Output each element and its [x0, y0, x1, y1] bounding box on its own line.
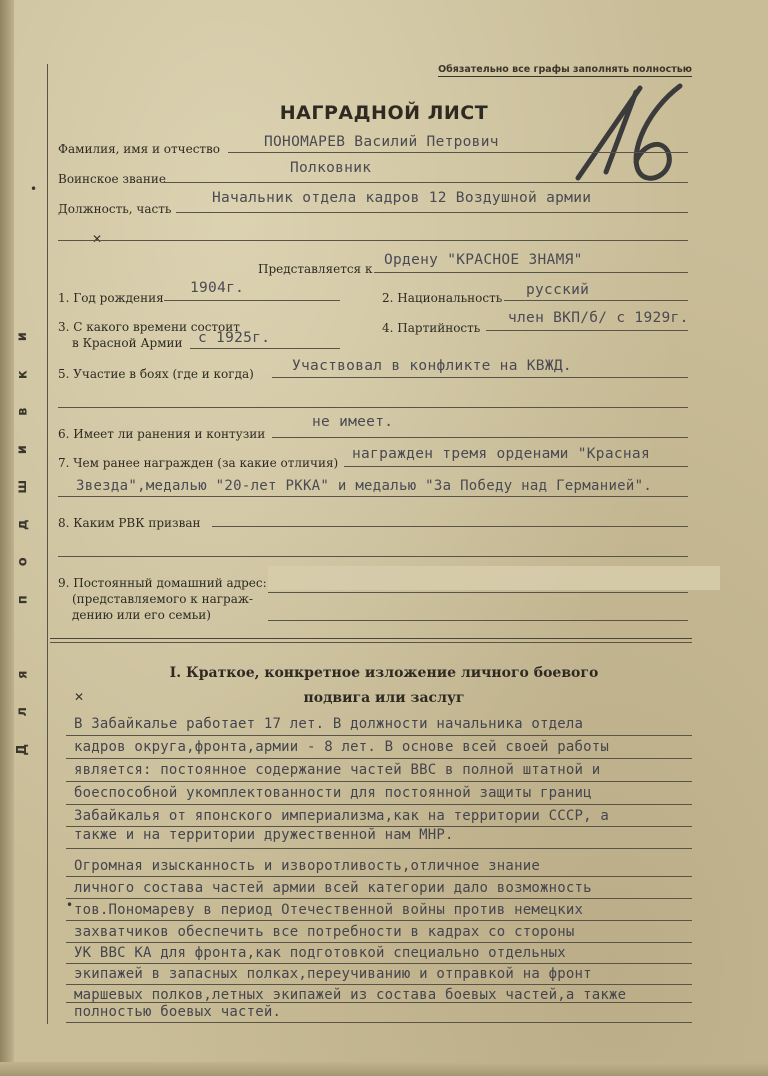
redacted-address — [268, 566, 720, 590]
margin-dot: • — [30, 182, 38, 196]
award-label: Представляется к — [258, 262, 373, 276]
rvk-underline — [212, 526, 688, 527]
side-letter: л — [15, 706, 31, 717]
ruled-line — [66, 826, 692, 827]
side-letter: в — [15, 407, 31, 416]
fill-all-fields-notice: Обязательно все графы заполнять полностью — [438, 64, 692, 75]
section-divider — [50, 638, 692, 639]
narrative-line: тов.Пономареву в период Отечественной войны против немецких — [74, 902, 584, 918]
section-title-line-2: подвига или заслуг — [303, 690, 465, 706]
ruled-line — [66, 781, 692, 782]
side-letter: к — [15, 369, 31, 379]
address-label-3: дению или его семьи) — [72, 608, 211, 622]
award-underline — [374, 272, 688, 273]
birth-year-underline — [164, 300, 340, 301]
address-underline — [268, 592, 688, 593]
side-letter: и — [15, 444, 31, 454]
side-letter: я — [15, 670, 31, 679]
party-value: член ВКП/б/ с 1929г. — [508, 310, 689, 326]
position-underline — [176, 212, 688, 213]
battles-label: 5. Участие в боях (где и когда) — [58, 367, 254, 381]
ruled-line — [66, 848, 692, 849]
prev-awards-underline-2 — [58, 496, 688, 497]
rank-label: Воинское звание — [58, 172, 166, 186]
narrative-line: УК ВВС КА для фронта,как подготовкой специально отдельных — [74, 945, 566, 961]
side-letter: о — [15, 557, 31, 567]
ruled-line — [66, 963, 692, 964]
position-label: Должность, часть — [58, 202, 172, 216]
army-since-underline — [190, 348, 340, 349]
battles-value: Участвовал в конфликте на КВЖД. — [292, 358, 572, 374]
army-since-label: 3. С какого времени состоит — [58, 320, 240, 334]
name-underline — [228, 152, 688, 153]
side-letter: и — [15, 332, 31, 342]
birth-year-value: 1904г. — [190, 280, 245, 296]
position-value: Начальник отдела кадров 12 Воздушной армии — [212, 190, 592, 206]
ruled-line — [66, 758, 692, 759]
ruled-line — [66, 942, 692, 943]
margin-cross: ✕ — [92, 232, 103, 246]
page-bottom-edge — [0, 1062, 768, 1076]
narrative-line: полностью боевых частей. — [74, 1004, 282, 1020]
ruled-line — [66, 804, 692, 805]
narrative-line: также и на территории дружественной нам МНР. — [74, 827, 454, 843]
ruled-line — [66, 1002, 692, 1003]
page-left-edge — [0, 0, 14, 1076]
name-label: Фамилия, имя и отчество — [58, 142, 221, 156]
handwritten-number-mark — [548, 70, 698, 200]
prev-awards-underline — [344, 466, 688, 467]
rvk-label: 8. Каким РВК призван — [58, 516, 201, 530]
prev-awards-label: 7. Чем ранее награжден (за какие отличия) — [58, 456, 339, 470]
battles-underline-2 — [58, 407, 688, 408]
nationality-value: русский — [526, 282, 590, 298]
side-letter: Д — [15, 743, 31, 756]
army-since-label-2: в Красной Армии — [72, 336, 183, 350]
army-since-value: с 1925г. — [198, 330, 271, 346]
narrative-line: кадров округа,фронта,армии - 8 лет. В основе всей своей работы — [74, 739, 609, 755]
rvk-underline-2 — [58, 556, 688, 557]
name-value: ПОНОМАРЕВ Василий Петрович — [264, 134, 499, 150]
nationality-underline — [504, 300, 688, 301]
address-label-2: (представляемого к награж- — [72, 592, 253, 606]
margin-cross: ✕ — [74, 690, 85, 704]
narrative-line: экипажей в запасных полках,переучиванию и отправкой на фронт — [74, 966, 592, 982]
battles-underline — [272, 377, 688, 378]
narrative-line: Забайкалья от японского империализма,как на территории СССР, а — [74, 808, 609, 824]
party-underline — [486, 330, 688, 331]
section-divider-2 — [50, 642, 692, 643]
ruled-line — [66, 984, 692, 985]
prev-awards-value-1: награжден тремя орденами "Красная — [352, 446, 650, 462]
side-letter: ш — [15, 479, 31, 494]
ruled-line — [66, 876, 692, 877]
document-title: НАГРАДНОЙ ЛИСТ — [279, 102, 489, 124]
narrative-line: В Забайкалье работает 17 лет. В должности начальника отдела — [74, 716, 584, 732]
ruled-line — [66, 735, 692, 736]
position-underline-2 — [58, 240, 688, 241]
section-title-line-1: I. Краткое, конкретное изложение личного боевого — [169, 665, 599, 681]
party-label: 4. Партийность — [382, 321, 481, 335]
margin-rule — [47, 64, 48, 1024]
margin-dot: • — [66, 898, 74, 912]
side-letter: д — [15, 519, 31, 530]
rank-value: Полковник — [290, 160, 372, 176]
narrative-line: является: постоянное содержание частей ВВС в полной штатной и — [74, 762, 601, 778]
wounds-label: 6. Имеет ли ранения и контузии — [58, 427, 266, 441]
narrative-line: Огромная изысканность и изворотливость,отличное знание — [74, 858, 540, 874]
wounds-underline — [272, 437, 688, 438]
wounds-value: не имеет. — [312, 414, 394, 430]
ruled-line — [66, 1022, 692, 1023]
narrative-line: захватчиков обеспечить все потребности в кадрах со стороны — [74, 924, 575, 940]
prev-awards-value-2: Звезда",медалью "20-лет РККА" и медалью "За Победу над Германией". — [76, 478, 653, 494]
narrative-line: боеспособной укомплектованности для постоянной защиты границ — [74, 785, 592, 801]
side-letter: п — [15, 594, 31, 604]
birth-year-label: 1. Год рождения — [58, 291, 164, 305]
address-label: 9. Постоянный домашний адрес: — [58, 576, 267, 590]
nationality-label: 2. Национальность — [382, 291, 503, 305]
narrative-line: личного состава частей армии всей категории дало возможность — [74, 880, 592, 896]
ruled-line — [66, 898, 692, 899]
award-value: Ордену "КРАСНОЕ ЗНАМЯ" — [384, 252, 583, 268]
narrative-line: маршевых полков,летных экипажей из состава боевых частей,а также — [74, 987, 627, 1003]
address-underline-2 — [268, 620, 688, 621]
rank-underline — [162, 182, 688, 183]
ruled-line — [66, 920, 692, 921]
